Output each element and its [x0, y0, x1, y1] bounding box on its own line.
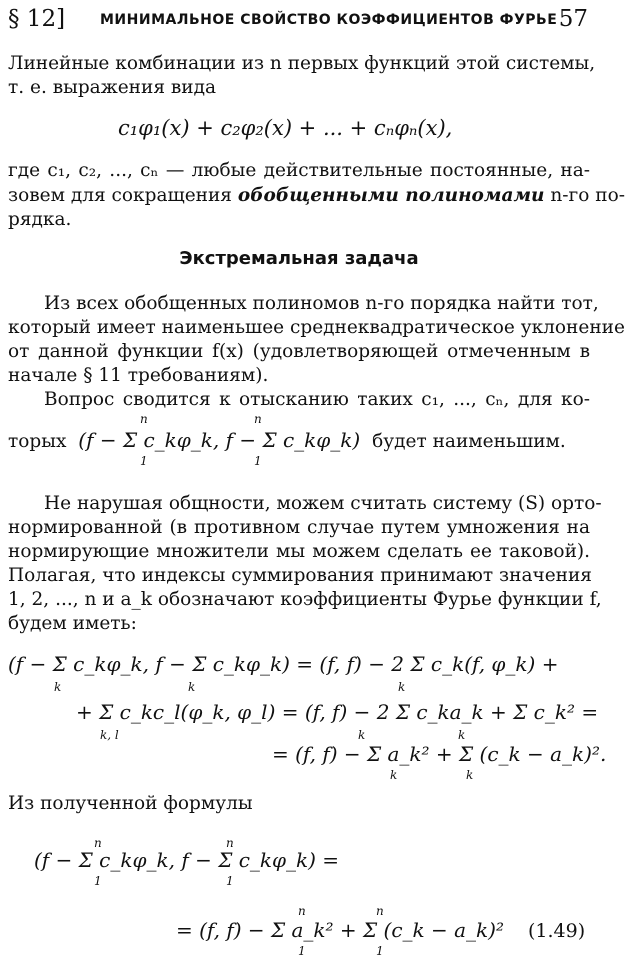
running-title: МИНИМАЛЬНОЕ СВОЙСТВО КОЭФФИЦИЕНТОВ ФУРЬЕ [100, 12, 558, 28]
reduction-tail: будет наименьшим. [372, 431, 566, 452]
intro-line-2: т. е. выражения вида [8, 77, 217, 98]
eq1-sub-k-a: k [54, 680, 62, 694]
sum-upper-limit-1: n [140, 412, 148, 426]
intro-line-5: рядка. [8, 209, 72, 230]
intro-line-4 [8, 184, 625, 208]
eq3-sub-k-a: k [390, 768, 398, 782]
ceq1-lower-a: 1 [94, 874, 102, 888]
ceq2-upper-a: n [298, 904, 306, 918]
reduction-word: торых [8, 431, 67, 452]
ceq2-lower-b: 1 [376, 944, 384, 958]
norm-line-4: Полагая, что индексы суммирования принимают значения [8, 565, 592, 586]
generalized-polynomial-formula [118, 116, 452, 140]
norm-line-1: Не нарушая общности, можем считать систему (S) орто- [44, 493, 602, 514]
ceq1-upper-b: n [226, 836, 234, 850]
problem-line-3: от данной функции f(x) (удовлетворяющей отмеченным в [8, 341, 590, 362]
page-number: 57 [558, 6, 588, 32]
conclusion-line-1: Из полученной формулы [8, 793, 253, 814]
reduction-line-2 [8, 428, 590, 454]
eq1-sub-k-b: k [188, 680, 196, 694]
eq3-sub-k-b: k [466, 768, 474, 782]
formula-text: c₁φ₁(x) + c₂φ₂(x) + ... + cₙφₙ(x), [118, 116, 453, 140]
intro-line-1: Линейные комбинации из n первых функций этой системы, [8, 53, 596, 74]
intro-line-4-c: n-го по- [544, 185, 625, 206]
ceq1-lower-b: 1 [226, 874, 234, 888]
ceq2-upper-b: n [376, 904, 384, 918]
problem-line-1: Из всех обобщенных полиномов n-го порядка найти тот, [44, 293, 599, 314]
section-marker: § 12] [8, 6, 66, 32]
conclusion-eq-1: (f − Σ c_kφ_k, f − Σ c_kφ_k) = [34, 848, 340, 872]
equation-number: (1.49) [528, 920, 586, 942]
ceq1-upper-a: n [94, 836, 102, 850]
intro-line-4-a: зовем для сокращения [8, 185, 238, 206]
derivation-eq-3: = (f, f) − Σ a_k² + Σ (c_k − a_k)². [272, 742, 607, 766]
term-generalized-polynomials: обобщенными полиномами [237, 185, 545, 206]
conclusion-eq-2: = (f, f) − Σ a_k² + Σ (c_k − a_k)² [176, 918, 504, 942]
norm-line-5: 1, 2, ..., n и a_k обозначают коэффициенты Фурье функции f, [8, 589, 602, 610]
intro-line-3: где c₁, c₂, ..., cₙ — любые действительные постоянные, на- [8, 160, 590, 181]
sum-lower-limit-2: 1 [254, 454, 262, 468]
eq2-sub-k-a: k [358, 728, 366, 742]
sum-lower-limit-1: 1 [140, 454, 148, 468]
section-heading: Экстремальная задача [179, 248, 419, 269]
ceq2-lower-a: 1 [298, 944, 306, 958]
eq2-sub-k-b: k [458, 728, 466, 742]
problem-line-2: который имеет наименьшее среднеквадратическое уклонение [8, 317, 625, 338]
reduction-formula: (f − Σ c_kφ_k, f − Σ c_kφ_k) [78, 428, 361, 452]
norm-line-6: будем иметь: [8, 613, 137, 634]
problem-line-4: начале § 11 требованиям). [8, 365, 269, 386]
norm-line-2: нормированной (в противном случае путем умножения на [8, 517, 590, 538]
derivation-eq-2: + Σ c_kc_l(φ_k, φ_l) = (f, f) − 2 Σ c_ka_k + Σ c_k² = [76, 700, 599, 724]
eq1-sub-k-c: k [398, 680, 406, 694]
page-header [8, 4, 588, 34]
reduction-line-1: Вопрос сводится к отысканию таких c₁, ..., cₙ, для ко- [44, 389, 590, 410]
eq2-sub-kl: k, l [100, 728, 119, 742]
sum-upper-limit-2: n [254, 412, 262, 426]
derivation-eq-1: (f − Σ c_kφ_k, f − Σ c_kφ_k) = (f, f) − 2 Σ c_k(f, φ_k) + [8, 652, 559, 676]
norm-line-3: нормирующие множители мы можем сделать ее таковой). [8, 541, 590, 562]
